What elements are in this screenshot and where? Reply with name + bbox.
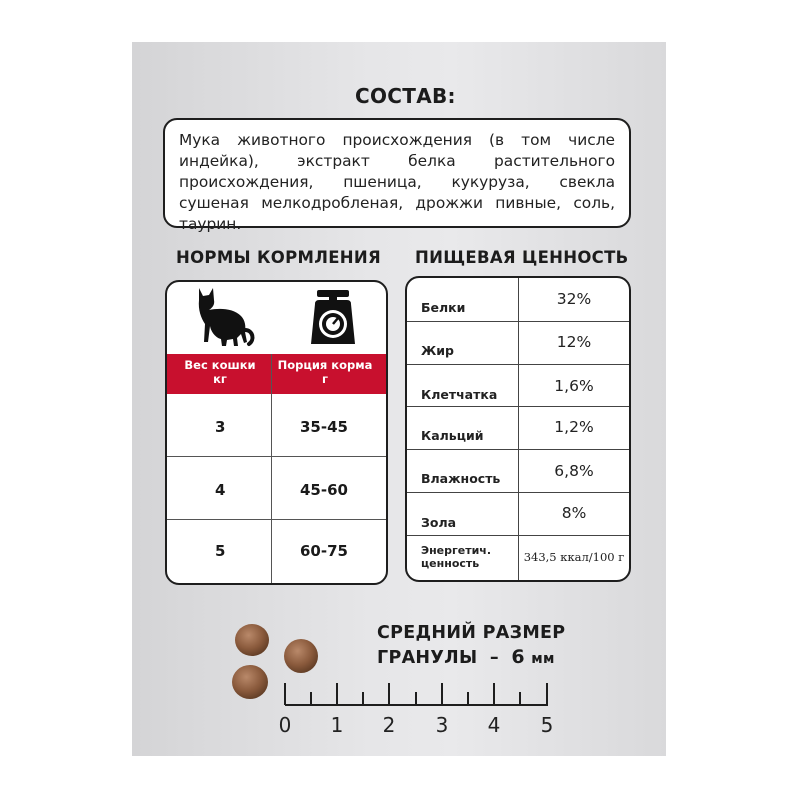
granule-size-unit: мм [531,651,555,667]
granule [284,639,318,673]
granule-size-value: 6 [511,646,525,668]
nutrient-label: Энергетич. ценность [421,544,492,570]
table-row [407,364,629,407]
weight-cell: 3 [215,418,226,436]
weight-cell: 5 [215,542,226,560]
granule-title-word: ГРАНУЛЫ [377,648,478,668]
table-row [407,449,629,493]
granule-title-line2 [377,645,565,671]
col-header-portion: Порция корма г [277,358,373,386]
table-row [407,406,629,450]
nutrient-value: 12% [556,333,592,351]
composition-title: СОСТАВ: [355,84,456,108]
nutrient-value: 343,5 ккал/100 г [523,550,625,564]
nutrient-value: 8% [561,504,587,522]
weight-cell: 4 [215,481,226,499]
ruler-label: 5 [540,713,554,737]
granule-size-label [377,621,565,671]
table-row [167,456,386,520]
composition-box [163,118,631,233]
ruler-label: 3 [435,713,449,737]
nutrient-label: Кальций [421,428,484,443]
table-row [407,278,629,322]
nutrient-label: Зола [421,515,457,530]
feeding-icons [167,282,386,354]
nutrient-value: 32% [556,290,592,308]
nutrient-value: 1,2% [554,418,594,436]
feeding-title: НОРМЫ КОРМЛЕНИЯ [176,248,382,267]
nutrient-label: Жир [421,343,455,358]
table-row [167,519,386,585]
nutrient-label: Клетчатка [421,387,498,402]
nutrition-title: ПИЩЕВАЯ ЦЕННОСТЬ [415,248,629,267]
ruler-label: 0 [278,713,292,737]
table-row [407,321,629,365]
feeding-table [165,280,388,585]
portion-cell: 35-45 [300,418,348,436]
granule [235,624,269,656]
granule [232,665,268,699]
granule-title-line1: СРЕДНИЙ РАЗМЕР [377,623,566,643]
ruler-label: 2 [382,713,396,737]
nutrient-label: Белки [421,300,466,315]
cat-icon [189,286,259,350]
table-row [167,394,386,456]
ruler-label: 4 [487,713,501,737]
nutrient-label: Влажность [421,471,501,486]
nutrition-table [405,276,631,582]
composition-text: Мука животного происхождения (в том числе индейка), экстракт белка растительного происхождения, пшеница, кукуруза, свекла сушеная мелкодробленая, дрожжи пивные, соль, таурин. [179,131,615,233]
nutrient-value: 6,8% [554,462,594,480]
table-row [407,535,629,580]
table-row [407,492,629,536]
feeding-header-row [167,354,386,394]
nutrient-value: 1,6% [554,377,594,395]
ruler-label: 1 [330,713,344,737]
scale-icon [303,286,363,348]
portion-cell: 60-75 [300,542,348,560]
portion-cell: 45-60 [300,481,348,499]
granule-dash: – [489,648,499,668]
col-header-weight: Вес кошки кг [184,358,256,386]
size-ruler [280,678,560,708]
